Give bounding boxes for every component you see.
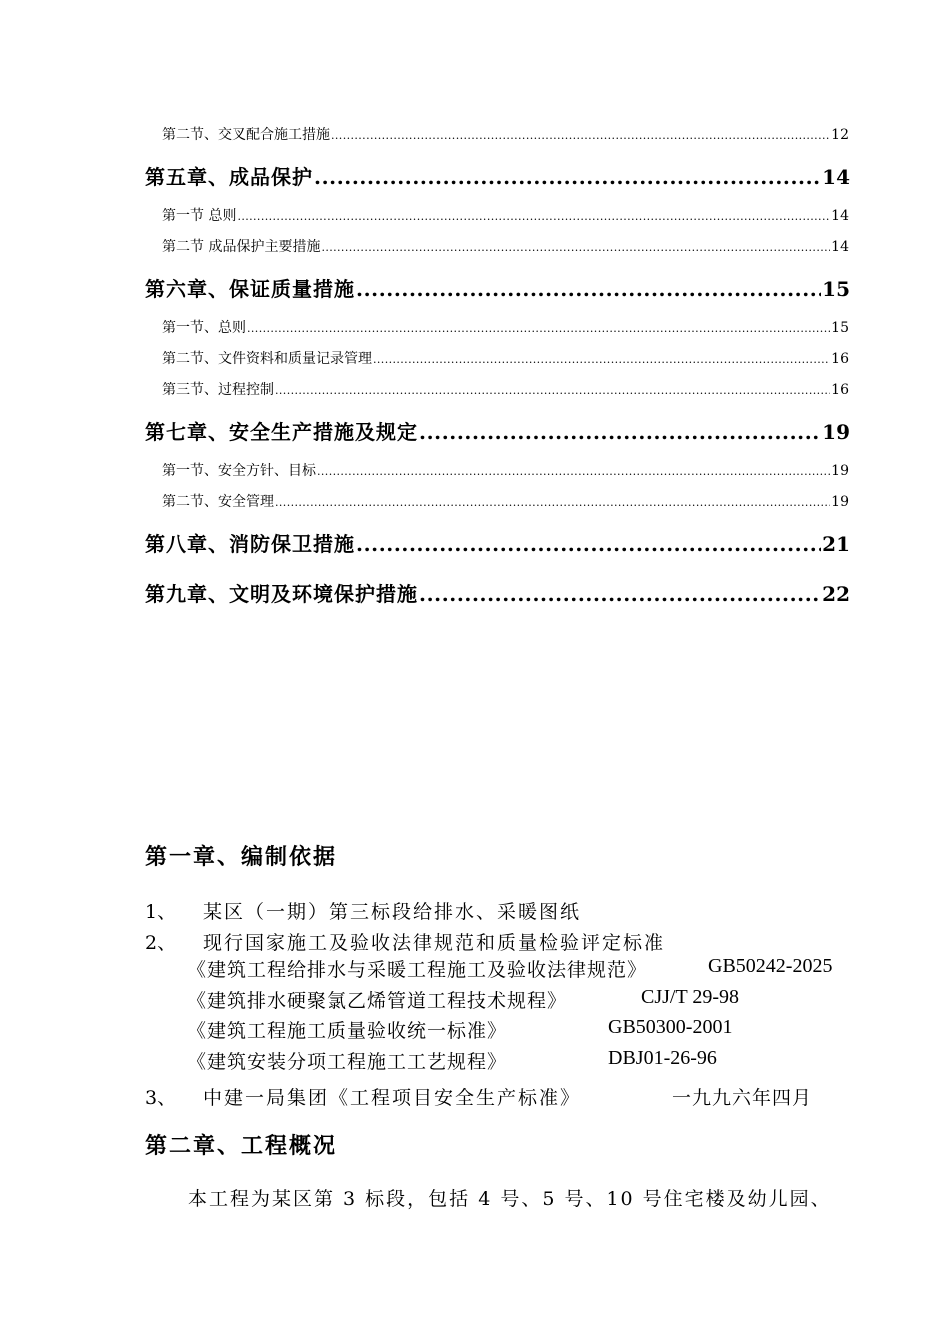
- toc-leader: [356, 532, 821, 556]
- standard-name: 《建筑安装分项工程施工工艺规程》: [187, 1051, 508, 1073]
- body-paragraph: 本工程为某区第 3 标段，包括 4 号、5 号、10 号住宅楼及幼儿园、: [188, 1188, 832, 1210]
- toc-label: 第八章、消防保卫措施: [145, 532, 355, 556]
- toc-leader: [237, 210, 830, 223]
- toc-label: 第七章、安全生产措施及规定: [145, 420, 418, 444]
- toc-entry[interactable]: [162, 460, 849, 480]
- toc-page: 19: [831, 463, 849, 479]
- toc-label: 第五章、成品保护: [145, 165, 313, 189]
- chapter-heading: 第二章、工程概况: [145, 1133, 338, 1159]
- toc-leader: [321, 241, 830, 254]
- toc-page: 21: [822, 532, 850, 556]
- standard-name: 《建筑工程给排水与采暖工程施工及验收法律规范》: [187, 959, 648, 981]
- list-item-text: 现行国家施工及验收法律规范和质量检验评定标准: [203, 932, 666, 954]
- toc-chapter-entry[interactable]: [145, 578, 850, 607]
- toc-chapter-entry[interactable]: [145, 273, 850, 302]
- toc-leader: [419, 582, 821, 606]
- toc-leader: [247, 322, 830, 335]
- toc-label: 第九章、文明及环境保护措施: [145, 582, 418, 606]
- toc-label: 第六章、保证质量措施: [145, 277, 355, 301]
- toc-leader: [419, 420, 821, 444]
- toc-entry[interactable]: [162, 317, 849, 337]
- toc-page: 12: [831, 127, 849, 143]
- toc-label: 第一节、总则: [162, 320, 246, 336]
- list-item-text: 某区（一期）第三标段给排水、采暖图纸: [203, 901, 582, 923]
- toc-leader: [331, 129, 830, 142]
- toc-page: 19: [822, 420, 850, 444]
- toc-label: 第一节 总则: [162, 208, 237, 224]
- standard-code: CJJ/T 29-98: [641, 986, 739, 1008]
- toc-entry[interactable]: [162, 348, 849, 368]
- toc-leader: [314, 165, 821, 189]
- standard-code: GB50300-2001: [608, 1016, 733, 1038]
- toc-leader: [373, 353, 830, 366]
- toc-entry[interactable]: [162, 491, 849, 511]
- standard-code: DBJ01-26-96: [608, 1047, 717, 1069]
- list-number: 2、: [145, 932, 177, 954]
- toc-label: 第一节、安全方针、目标: [162, 463, 316, 479]
- toc-page: 16: [831, 382, 849, 398]
- list-number: 3、: [145, 1087, 177, 1109]
- toc-entry[interactable]: [162, 124, 849, 144]
- toc-label: 第二节、安全管理: [162, 494, 274, 510]
- standard-name: 《建筑工程施工质量验收统一标准》: [187, 1020, 508, 1042]
- toc-page: 22: [822, 582, 850, 606]
- list-number: 1、: [145, 901, 177, 923]
- toc-leader: [356, 277, 821, 301]
- toc-leader: [275, 384, 830, 397]
- toc-leader: [317, 465, 830, 478]
- toc-page: 19: [831, 494, 849, 510]
- standard-code: GB50242-2025: [708, 955, 833, 977]
- toc-page: 15: [822, 277, 850, 301]
- toc-chapter-entry[interactable]: [145, 528, 850, 557]
- toc-leader: [275, 496, 830, 509]
- toc-entry[interactable]: [162, 236, 849, 256]
- list-item-text: 中建一局集团《工程项目安全生产标准》: [203, 1087, 582, 1109]
- toc-chapter-entry[interactable]: [145, 161, 850, 190]
- toc-label: 第二节 成品保护主要措施: [162, 239, 321, 255]
- toc-page: 15: [831, 320, 849, 336]
- toc-page: 14: [831, 208, 849, 224]
- toc-page: 16: [831, 351, 849, 367]
- standard-name: 《建筑排水硬聚氯乙烯管道工程技术规程》: [187, 990, 568, 1012]
- toc-label: 第三节、过程控制: [162, 382, 274, 398]
- toc-chapter-entry[interactable]: [145, 416, 850, 445]
- toc-label: 第二节、交叉配合施工措施: [162, 127, 330, 143]
- chapter-heading: 第一章、编制依据: [145, 844, 338, 870]
- toc-label: 第二节、文件资料和质量记录管理: [162, 351, 372, 367]
- toc-entry[interactable]: [162, 205, 849, 225]
- toc-page: 14: [822, 165, 850, 189]
- toc-entry[interactable]: [162, 379, 849, 399]
- date-text: 一九九六年四月: [672, 1087, 813, 1109]
- toc-page: 14: [831, 239, 849, 255]
